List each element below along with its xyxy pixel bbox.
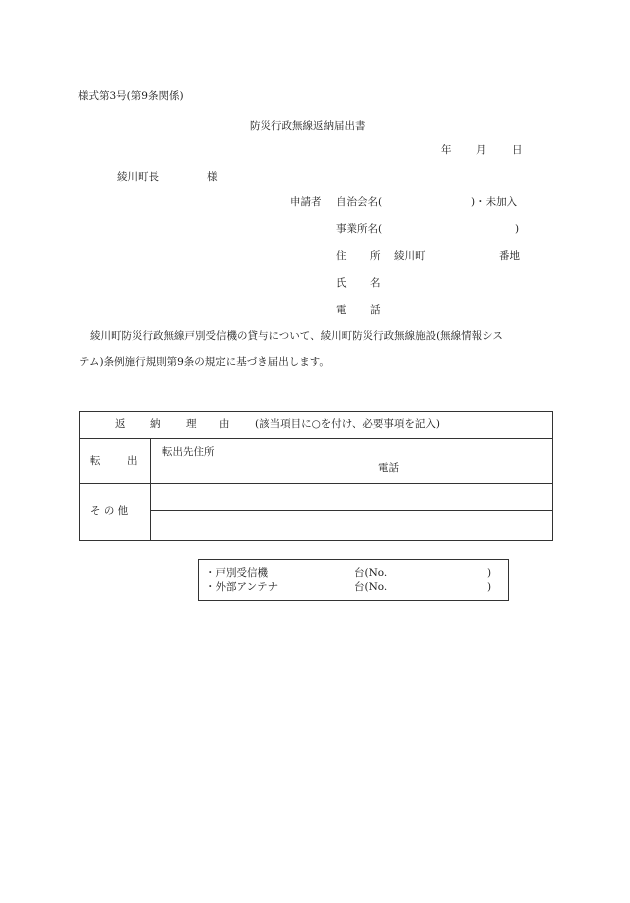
table-divider	[150, 510, 553, 511]
body-line-1: 綾川町防災行政無線戸別受信機の貸与について、綾川町防災行政無線施設(無線情報シス	[90, 330, 503, 342]
reason-header-1: 返	[115, 418, 126, 430]
reason-header-4: 由	[219, 418, 230, 430]
body-line-2: テム)条例施行規則第9条の規定に基づき届出します。	[79, 356, 330, 368]
move-phone-label: 電話	[378, 462, 399, 474]
date-month-label: 月	[476, 144, 487, 156]
equipment-box	[198, 559, 509, 601]
equipment-item2-unit: 台(No.	[354, 581, 388, 593]
equipment-item2-label: ・外部アンテナ	[205, 581, 279, 593]
phone-label-1: 電	[336, 304, 347, 316]
addressee-honorific: 様	[207, 171, 218, 183]
name-label-1: 氏	[336, 277, 347, 289]
address-suffix: 番地	[499, 250, 520, 262]
reason-header-note: (該当項目に○を付け、必要事項を記入)	[255, 418, 440, 430]
office-close: )	[515, 223, 520, 235]
equipment-item2-close: )	[487, 581, 492, 593]
applicant-label: 申請者	[290, 196, 322, 208]
address-label-1: 住	[336, 250, 347, 262]
equipment-item1-unit: 台(No.	[354, 567, 388, 579]
address-label-2: 所	[370, 250, 381, 262]
move-row-label-2: 出	[127, 455, 138, 467]
office-label: 事業所名(	[336, 223, 383, 235]
move-address-label: 転出先住所	[162, 446, 215, 458]
date-year-label: 年	[441, 144, 452, 156]
form-number: 様式第3号(第9条関係)	[78, 90, 184, 102]
name-label-2: 名	[370, 277, 381, 289]
table-column-divider	[150, 438, 151, 541]
reason-header-3: 理	[186, 418, 197, 430]
page-title: 防災行政無線返納届出書	[250, 120, 366, 132]
phone-label-2: 話	[370, 304, 381, 316]
address-town: 綾川町	[394, 250, 426, 262]
equipment-item1-label: ・戸別受信機	[205, 567, 268, 579]
reason-header-2: 納	[150, 418, 161, 430]
equipment-item1-close: )	[487, 567, 492, 579]
association-suffix: )・未加入	[471, 196, 518, 208]
move-row-label-1: 転	[90, 455, 101, 467]
date-day-label: 日	[512, 144, 523, 156]
addressee-name: 綾川町長	[117, 171, 159, 183]
other-row-label: そ の 他	[90, 505, 129, 517]
association-label: 自治会名(	[336, 196, 383, 208]
